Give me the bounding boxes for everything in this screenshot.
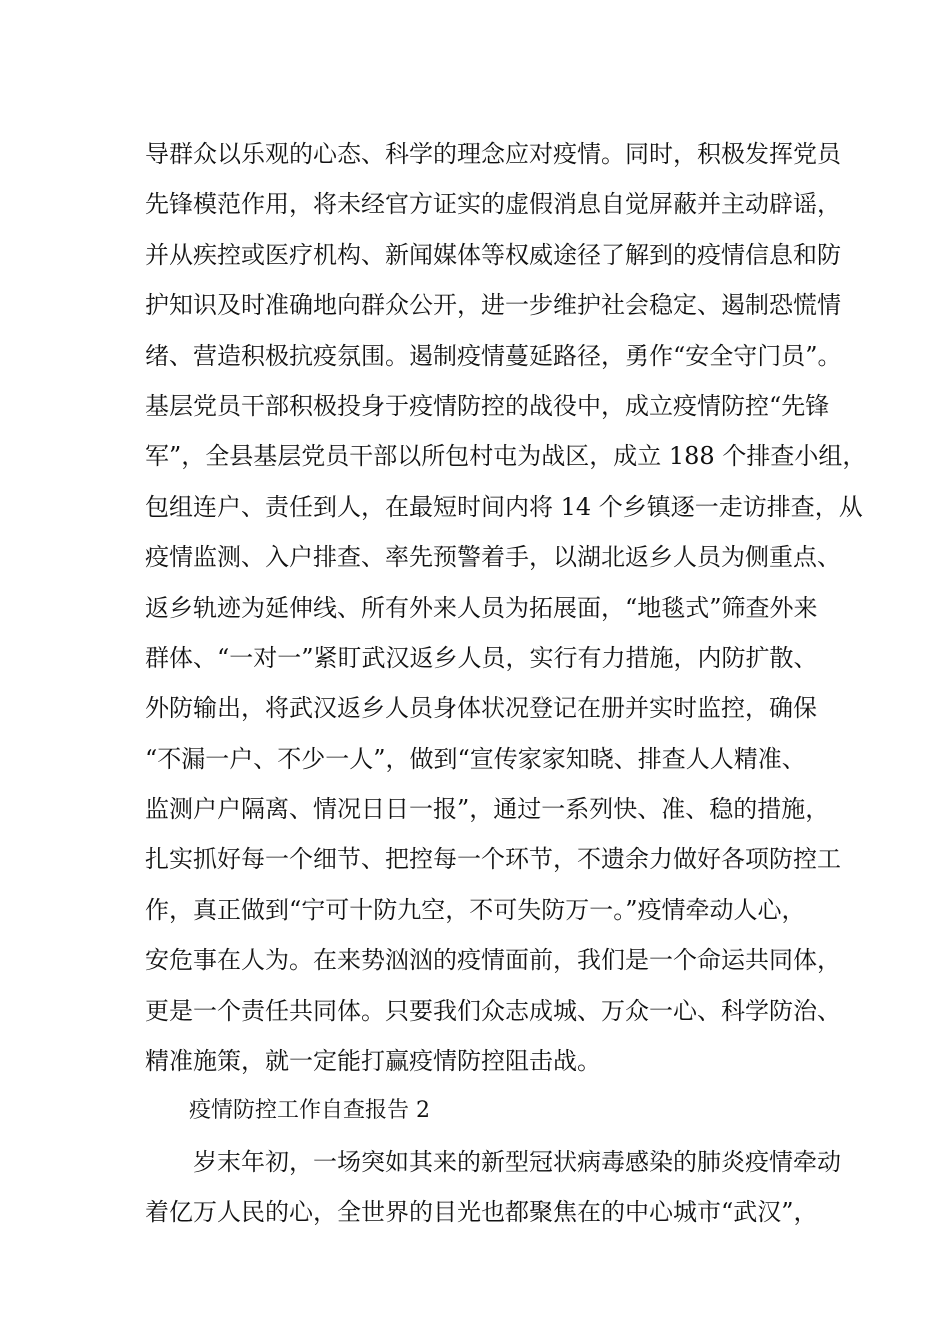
text-line: 导群众以乐观的心态、科学的理念应对疫情。同时，积极发挥党员 <box>145 140 841 168</box>
text-line: 更是一个责任共同体。只要我们众志成城、万众一心、科学防治、 <box>145 996 841 1025</box>
text-line: 岁末年初，一场突如其来的新型冠状病毒感染的肺炎疫情牵动 <box>193 1147 841 1176</box>
text-line: 返乡轨迹为延伸线、所有外来人员为拓展面，“地毯式”筛查外来 <box>145 593 818 622</box>
text-line: 外防输出，将武汉返乡人员身体状况登记在册并实时监控，确保 <box>145 694 817 723</box>
text-line: 军”，全县基层党员干部以所包村屯为战区，成立 188 个排查小组， <box>145 442 867 471</box>
text-line: 安危事在人为。在来势汹汹的疫情面前，我们是一个命运共同体， <box>145 946 841 975</box>
text-line: 疫情监测、入户排查、率先预警着手，以湖北返乡人员为侧重点、 <box>145 543 841 572</box>
text-line: 绪、营造积极抗疫氛围。遏制疫情蔓延路径，勇作“安全守门员”。 <box>145 341 842 370</box>
text-line: 作，真正做到“宁可十防九空，不可失防万一。”疫情牵动人心， <box>145 895 806 924</box>
text-line: 护知识及时准确地向群众公开，进一步维护社会稳定、遏制恐慌情 <box>145 291 841 320</box>
section-heading: 疫情防控工作自查报告 2 <box>189 1098 430 1124</box>
text-line: 监测户户隔离、情况日日一报”，通过一系列快、准、稳的措施， <box>145 795 830 824</box>
text-line: 着亿万人民的心，全世界的目光也都聚焦在的中心城市“武汉”， <box>145 1198 818 1227</box>
body-text <box>145 129 867 1238</box>
text-line: 并从疾控或医疗机构、新闻媒体等权威途径了解到的疫情信息和防 <box>145 240 841 269</box>
text-line: 群体、“一对一”紧盯武汉返乡人员，实行有力措施，内防扩散、 <box>145 643 818 672</box>
text-line: 基层党员干部积极投身于疫情防控的战役中，成立疫情防控“先锋 <box>145 391 830 420</box>
text-line: 扎实抓好每一个细节、把控每一个环节，不遗余力做好各项防控工 <box>145 845 841 874</box>
text-line: 包组连户、责任到人，在最短时间内将 14 个乡镇逐一走访排查，从 <box>145 492 863 521</box>
text-line: 精准施策，就一定能打赢疫情防控阻击战。 <box>145 1047 601 1076</box>
text-line: “不漏一户、不少一人”，做到“宣传家家知晓、排查人人精准、 <box>145 744 806 773</box>
text-line: 先锋模范作用，将未经官方证实的虚假消息自觉屏蔽并主动辟谣， <box>145 190 841 219</box>
